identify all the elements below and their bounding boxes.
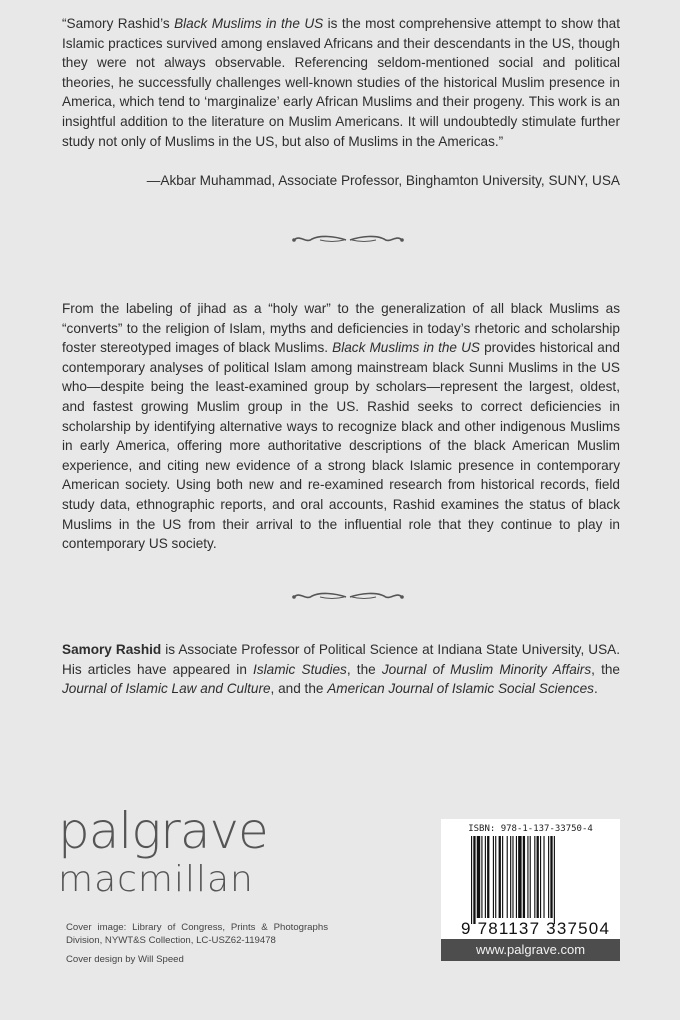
barcode-icon	[471, 836, 589, 924]
book-description: From the labeling of jihad as a “holy war” to the generalization of all black Muslims as “converts” to the religion of Islam, myths and deficiencies in today’s rhetoric and scholarship foster stereotyped images of black Muslims. Black Muslims in the US provides historical and contemporary analyses of political Islam among mainstream black Sunni Muslims in the US who—despite being the least-examined group by scholars—represent the largest, oldest, and fastest growing Muslim group in the US. Rashid seeks to correct deficiencies in scholarship by identifying alternative ways to recognize black and other indigenous Muslims in early America, offering more authoritative descriptions of the black American Muslim experience, and citing new evidence of a strong black Islamic presence in contemporary American society. Using both new and re-examined research from historical records, field study data, ethnographic reports, and oral accounts, Rashid examines the status of black Muslims in the US from their arrival to the influential role that they continue to play in contemporary US society.	[62, 301, 620, 552]
book-title: Black Muslims in the US	[174, 16, 324, 31]
barcode-digits: 9 781137 337504	[461, 919, 611, 938]
quote-attribution: —Akbar Muhammad, Associate Professor, Binghamton University, SUNY, USA	[146, 173, 620, 188]
ornament-divider-icon	[290, 589, 406, 603]
ornament-divider-icon	[290, 232, 406, 246]
author-name: Samory Rashid	[62, 642, 162, 657]
review-quote: “Samory Rashid’s Black Muslims in the US is the most comprehensive attempt to show that Islamic practices survived among enslaved Africans and their descendants in the US, though they were not always observable. Referencing seldom-mentioned social and political theories, he successfully challenges well-known studies of the historical Muslim presence in America, which tend to ‘marginalize’ early African Muslims and their progeny. This work is an insightful addition to the literature on Muslim Americans. It will undoubtedly stimulate further study not only of Muslims in the US, but also of Muslims in the Americas.”	[62, 16, 620, 149]
book-title: Black Muslims in the US	[332, 340, 480, 356]
barcode-box	[441, 819, 620, 961]
cover-credits	[66, 921, 328, 966]
cover-design-credit: Cover design by Will Speed	[66, 954, 184, 965]
author-bio: Samory Rashid is Associate Professor of Political Science at Indiana State University, USA. His articles have appeared in Islamic Studies, the Journal of Muslim Minority Affairs, the Journal of Islamic Law and Culture, and the American Journal of Islamic Social Sciences.	[62, 642, 620, 697]
publisher-logo: palgrave macmillan	[58, 802, 268, 900]
cover-image-credit: Cover image: Library of Congress, Prints & Photographs Division, NYWT&S Collection, LC-USZ62-119478	[66, 922, 328, 946]
publisher-url: www.palgrave.com	[441, 939, 620, 961]
isbn-label: ISBN: 978-1-137-33750-4	[468, 824, 593, 834]
